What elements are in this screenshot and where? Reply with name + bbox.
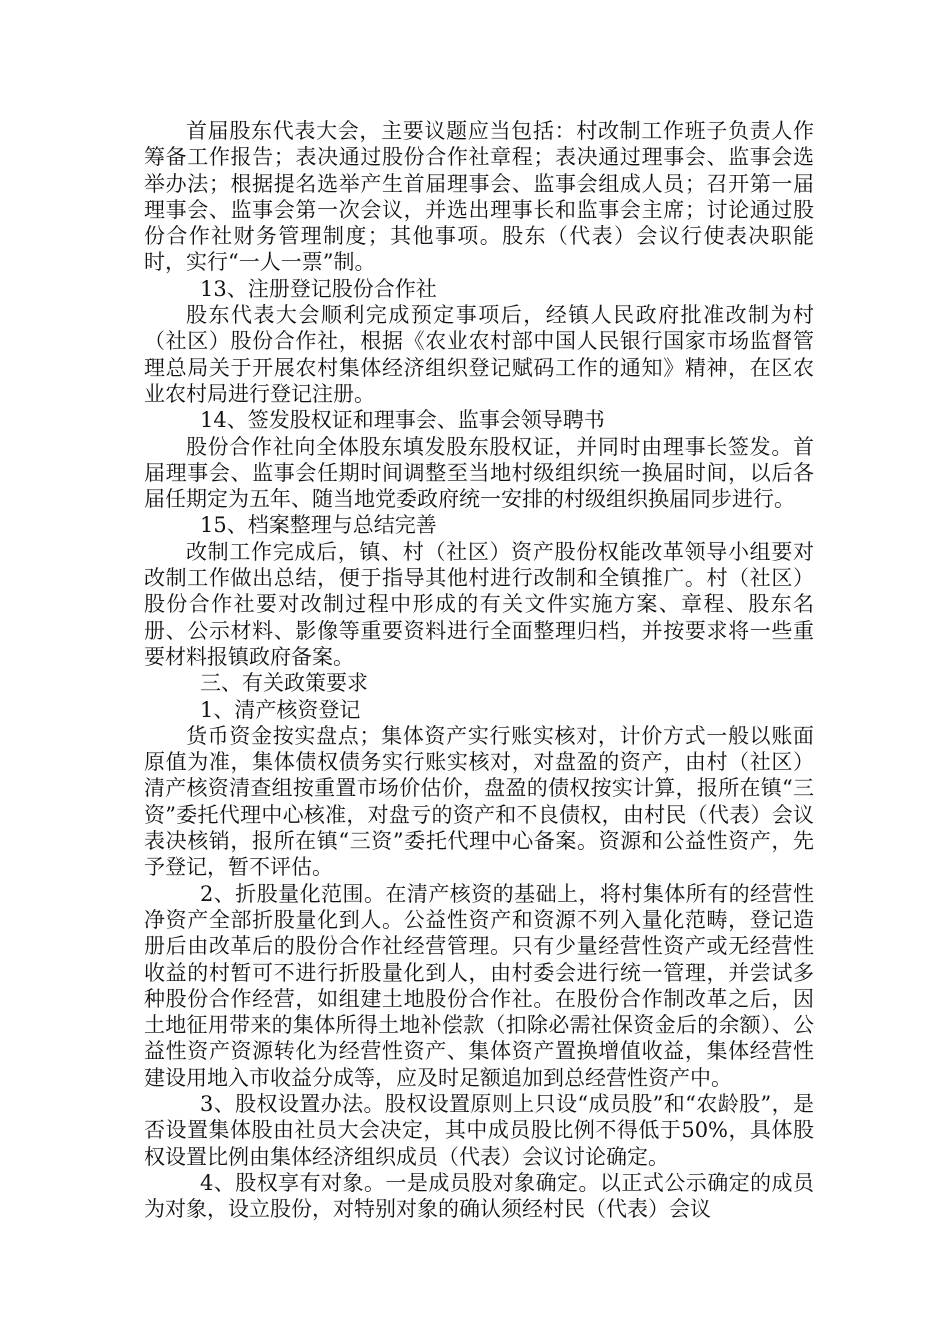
- paragraph-asset-registration: 货币资金按实盘点；集体资产实行账实核对，计价方式一般以账面原值为准，集体债权债务实行账实核对，对盘盈的资产，由村（社区）清产核资清查组按重置市场价估价，盘盈的债权按实计算，报所在镇“三资”委托代理中心核准，对盘亏的资产和不良债权，由村民（代表）会议表决核销，报所在镇“三资”委托代理中心备案。资源和公益性资产，先予登记，暂不评估。: [144, 723, 814, 880]
- heading-1-asset-registration: 1、清产核资登记: [200, 697, 361, 722]
- heading-15-archives: 15、档案整理与总结完善: [200, 513, 437, 538]
- paragraph-3-equity-setup: 3、股权设置办法。股权设置原则上只设“成员股”和“农龄股”，是否设置集体股由社员大会决定，其中成员股比例不得低于50%，具体股权设置比例由集体经济组织成员（代表）会议讨论确定。: [144, 1091, 814, 1169]
- heading-14-certificates: 14、签发股权证和理事会、监事会领导聘书: [200, 408, 605, 433]
- paragraph-registration: 股东代表大会顺利完成预定事项后，经镇人民政府批准改制为村（社区）股份合作社，根据《农业农村部中国人民银行国家市场监督管理总局关于开展农村集体经济组织登记赋码工作的通知》精神，在区农业农村局进行登记注册。: [144, 303, 814, 406]
- paragraph-archives: 改制工作完成后，镇、村（社区）资产股份权能改革领导小组要对改制工作做出总结，便于指导其他村进行改制和全镇推广。村（社区）股份合作社要对改制过程中形成的有关文件实施方案、章程、股东名册、公示材料、影像等重要资料进行全面整理归档，并按要求将一些重要材料报镇政府备案。: [144, 539, 814, 669]
- document-page: [144, 118, 814, 1222]
- paragraph-certificates: 股份合作社向全体股东填发股东股权证，并同时由理事长签发。首届理事会、监事会任期时间调整至当地村级组织统一换届时间，以后各届任期定为五年、随当地党委政府统一安排的村级组织换届同步进行。: [144, 434, 814, 512]
- heading-13-registration: 13、注册登记股份合作社: [200, 276, 437, 301]
- heading-policy-requirements: 三、有关政策要求: [200, 671, 368, 696]
- paragraph-4-equity-holders: 4、股权享有对象。一是成员股对象确定。以正式公示确定的成员为对象，设立股份，对特别对象的确认须经村民（代表）会议: [144, 1170, 814, 1222]
- paragraph-2-quantification-scope: 2、折股量化范围。在清产核资的基础上，将村集体所有的经营性净资产全部折股量化到人。公益性资产和资源不列入量化范畴，登记造册后由改革后的股份合作社经营管理。只有少量经营性资产或无经营性收益的村暂可不进行折股量化到人，由村委会进行统一管理，并尝试多种股份合作经营，如组建土地股份合作社。在股份合作制改革之后，因土地征用带来的集体所得土地补偿款（扣除必需社保资金后的余额）、公益性资产资源转化为经营性资产、集体资产置换增值收益，集体经营性建设用地入市收益分成等，应及时足额追加到总经营性资产中。: [144, 881, 814, 1090]
- paragraph-first-shareholder-meeting: 首届股东代表大会，主要议题应当包括：村改制工作班子负责人作筹备工作报告；表决通过股份合作社章程；表决通过理事会、监事会选举办法；根据提名选举产生首届理事会、监事会组成人员；召开第一届理事会、监事会第一次会议，并选出理事长和监事会主席；讨论通过股份合作社财务管理制度；其他事项。股东（代表）会议行使表决职能时，实行“一人一票”制。: [144, 119, 814, 275]
